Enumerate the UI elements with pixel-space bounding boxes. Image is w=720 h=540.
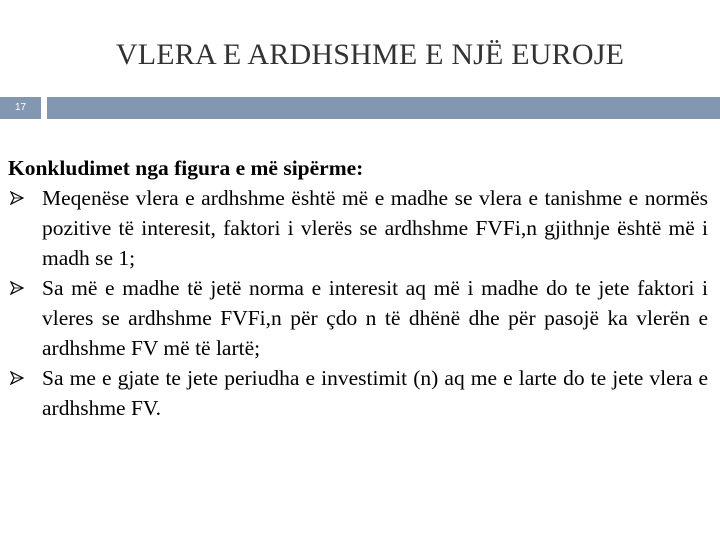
header-accent-bar <box>47 97 720 119</box>
slide-number: 17 <box>0 97 41 119</box>
bullet-item <box>8 183 708 273</box>
arrowhead-bullet-icon <box>10 191 24 205</box>
bullet-item <box>8 273 708 363</box>
bullet-text: Sa me e gjate te jete periudha e investimit (n) aq me e larte do te jete vlera e ardhshme FV. <box>42 366 708 420</box>
slide-content <box>8 153 708 423</box>
arrowhead-bullet-icon <box>10 371 24 385</box>
arrowhead-bullet-icon <box>10 281 24 295</box>
slide-title: VLERA E ARDHSHME E NJË EUROJE <box>115 38 625 71</box>
bullet-item <box>8 363 708 423</box>
bullet-text: Meqenëse vlera e ardhshme është më e madhe se vlera e tanishme e normës pozitive të interesit, faktori i vlerës se ardhshme FVFi,n gjithnje është më i madh se 1; <box>42 186 708 270</box>
bullet-text: Sa më e madhe të jetë norma e interesit aq më i madhe do te jete faktori i vleres se ardhshme FVFi,n për çdo n të dhënë dhe për pasojë ka vlerën e ardhshme FV më të lartë; <box>42 276 708 360</box>
content-heading: Konkludimet nga figura e më sipërme: <box>8 156 364 180</box>
